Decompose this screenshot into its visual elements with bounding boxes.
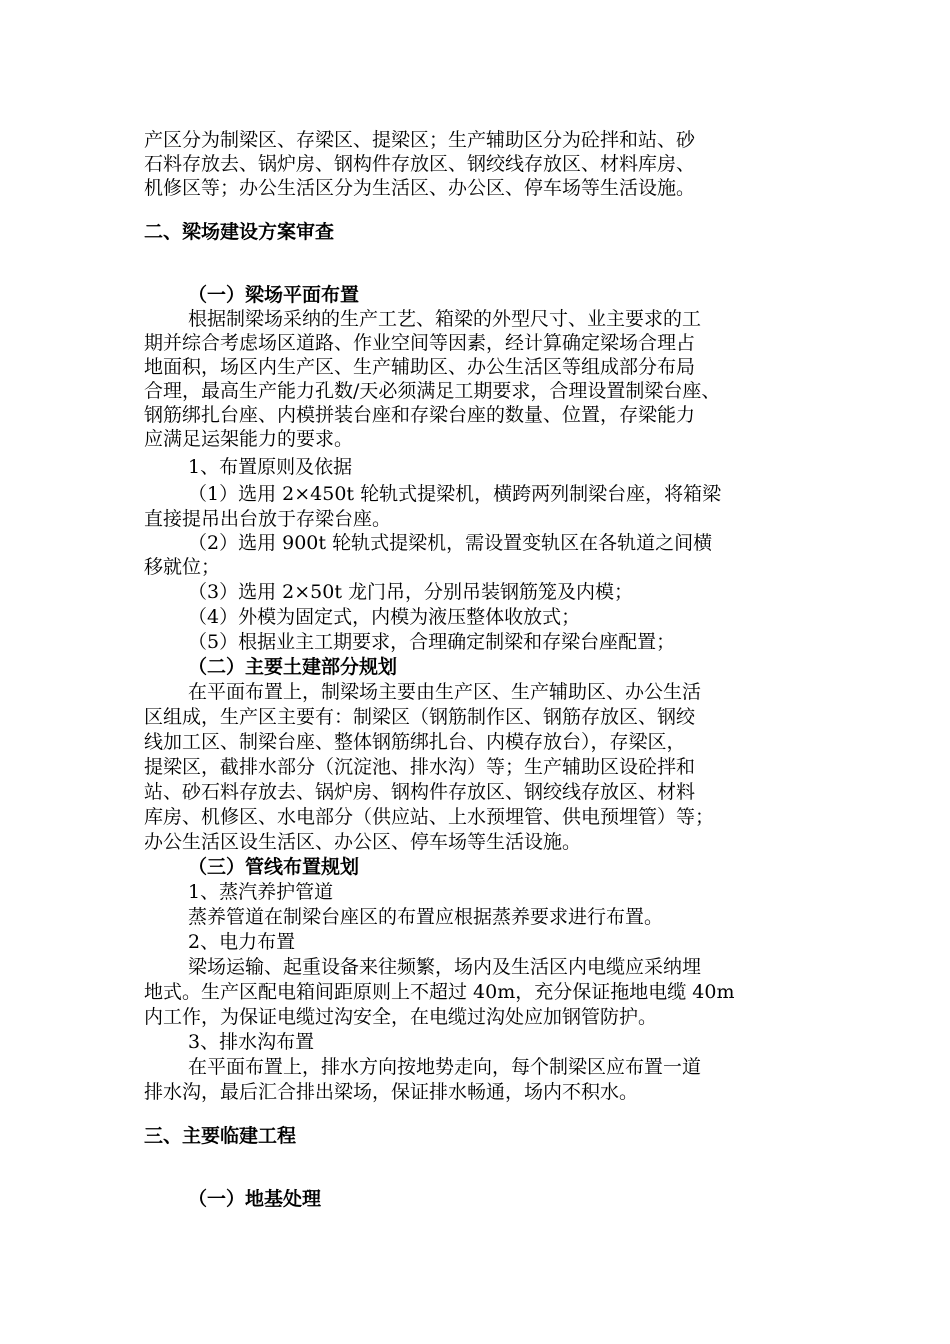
paragraph-line: 根据制梁场采纳的生产工艺、箱梁的外型尺寸、业主要求的工 xyxy=(188,308,702,330)
paragraph-line: 在平面布置上，制梁场主要由生产区、生产辅助区、办公生活 xyxy=(188,681,702,703)
paragraph-line: 站、砂石料存放去、锅炉房、钢构件存放区、钢绞线存放区、材料 xyxy=(144,781,696,803)
paragraph-line: 内工作，为保证电缆过沟安全，在电缆过沟处应加钢管防护。 xyxy=(144,1006,658,1028)
intro-line: 石料存放去、锅炉房、钢构件存放区、钢绞线存放区、材料库房、 xyxy=(144,153,696,175)
paragraph-line: 蒸养管道在制梁台座区的布置应根据蒸养要求进行布置。 xyxy=(188,906,664,928)
item-title: 1、蒸汽养护管道 xyxy=(188,881,334,903)
paragraph-line: 期并综合考虑场区道路、作业空间等因素，经计算确定梁场合理占 xyxy=(144,332,696,354)
list-item: （4）外模为固定式，内模为液压整体收放式； xyxy=(188,606,581,628)
section-heading: 二、梁场建设方案审查 xyxy=(144,221,335,243)
list-item: （5）根据业主工期要求，合理确定制梁和存梁台座配置； xyxy=(188,631,676,653)
paragraph-line: 合理，最高生产能力孔数/天必须满足工期要求，合理设置制梁台座、 xyxy=(144,380,721,402)
intro-line: 产区分为制梁区、存梁区、提梁区；生产辅助区分为砼拌和站、砂 xyxy=(144,129,696,151)
list-item: （1）选用 2×450t 轮轨式提梁机，横跨两列制梁台座，将箱梁 xyxy=(188,483,722,505)
paragraph-line: 梁场运输、起重设备来往频繁，场内及生活区内电缆应采纳埋 xyxy=(188,956,702,978)
paragraph-line: 线加工区、制梁台座、整体钢筋绑扎台、内模存放台），存梁区， xyxy=(144,731,686,753)
list-item: （2）选用 900t 轮轨式提梁机，需设置变轨区在各轨道之间横 xyxy=(188,532,713,554)
item-title: 3、排水沟布置 xyxy=(188,1031,315,1053)
paragraph-line: 在平面布置上，排水方向按地势走向，每个制梁区应布置一道 xyxy=(188,1056,702,1078)
paragraph-line: 应满足运架能力的要求。 xyxy=(144,428,354,450)
subsection-heading: （一）地基处理 xyxy=(188,1188,322,1210)
paragraph-line: 提梁区，截排水部分（沉淀池、排水沟）等；生产辅助区设砼拌和 xyxy=(144,756,696,778)
paragraph-line: 地面积，场区内生产区、生产辅助区、办公生活区等组成部分布局 xyxy=(144,356,696,378)
paragraph-line: 区组成，生产区主要有：制梁区（钢筋制作区、钢筋存放区、钢绞 xyxy=(144,706,696,728)
subsection-heading: （二）主要土建部分规划 xyxy=(188,656,398,678)
list-item: 移就位； xyxy=(144,556,221,578)
intro-line: 机修区等；办公生活区分为生活区、办公区、停车场等生活设施。 xyxy=(144,177,696,199)
subsection-heading: （一）梁场平面布置 xyxy=(188,284,360,306)
list-item: （3）选用 2×50t 龙门吊，分别吊装钢筋笼及内模； xyxy=(188,581,633,603)
subsection-heading: （三）管线布置规划 xyxy=(188,856,360,878)
paragraph-line: 库房、机修区、水电部分（供应站、上水预埋管、供电预埋管）等； xyxy=(144,806,715,828)
paragraph-line: 办公生活区设生活区、办公区、停车场等生活设施。 xyxy=(144,831,582,853)
item-title: 2、电力布置 xyxy=(188,931,296,953)
section-heading: 三、主要临建工程 xyxy=(144,1125,297,1147)
paragraph-line: 钢筋绑扎台座、内模拼装台座和存梁台座的数量、位置，存梁能力 xyxy=(144,404,696,426)
list-item: 直接提吊出台放于存梁台座。 xyxy=(144,508,392,530)
item-title: 1、布置原则及依据 xyxy=(188,456,353,478)
paragraph-line: 地式。生产区配电箱间距原则上不超过 40m，充分保证拖地电缆 40m xyxy=(144,981,735,1003)
paragraph-line: 排水沟，最后汇合排出梁场，保证排水畅通，场内不积水。 xyxy=(144,1081,639,1103)
